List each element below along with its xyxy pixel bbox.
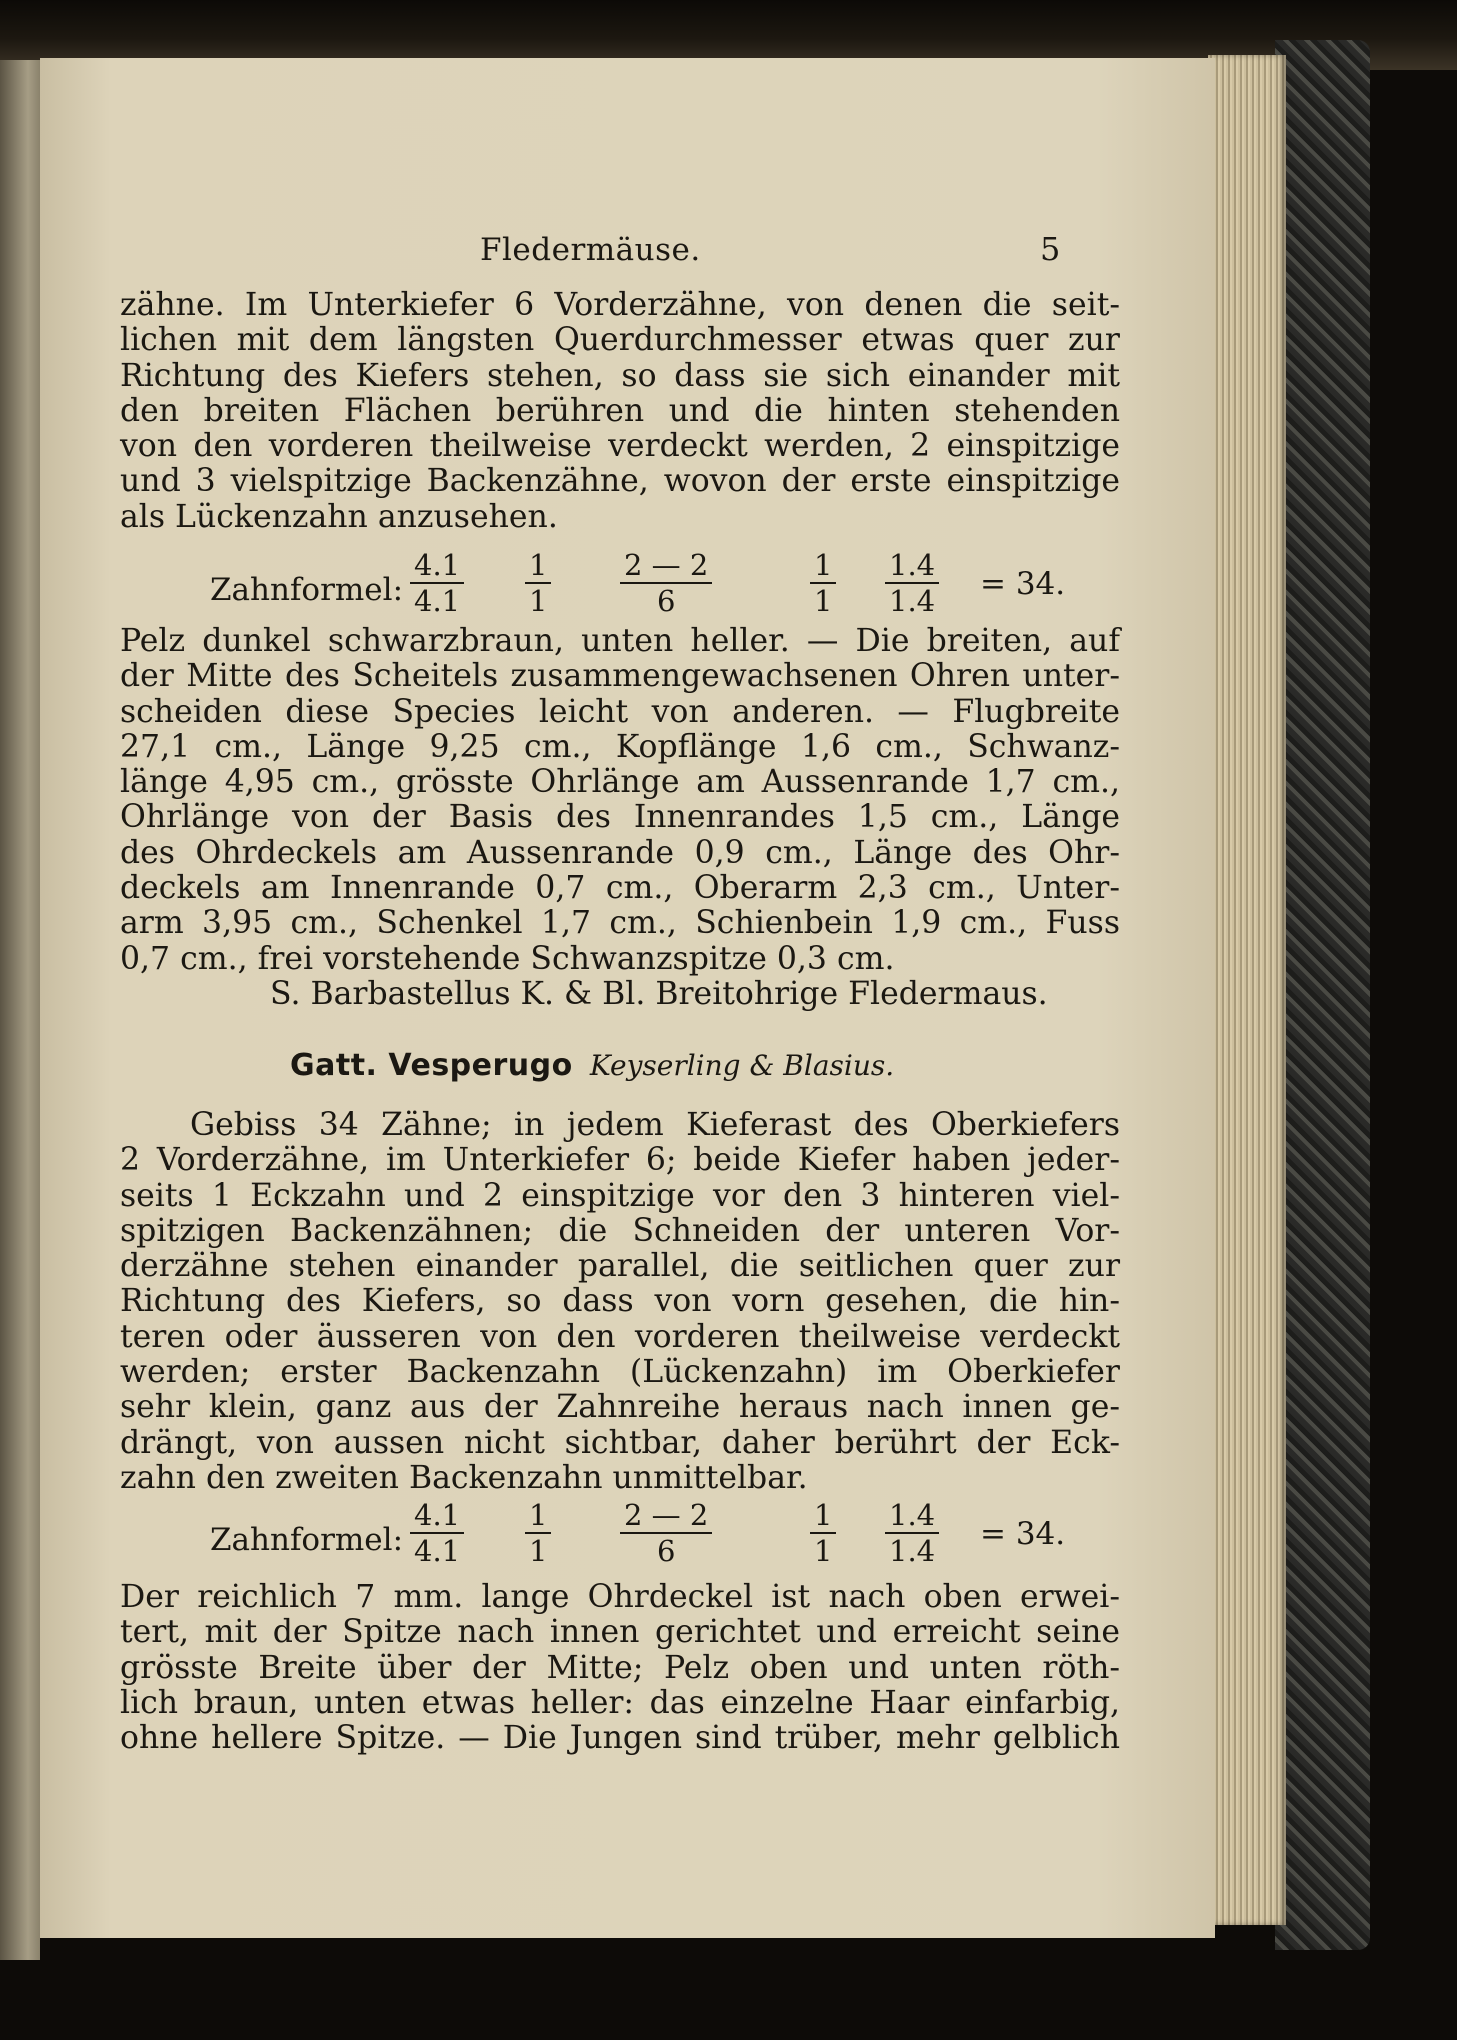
text-line: werden; erster Backenzahn (Lückenzahn) im Oberkiefer bbox=[120, 1354, 1120, 1391]
text-line: spitzigen Backenzähnen; die Schneiden der unteren Vor- bbox=[120, 1212, 1120, 1249]
fraction-numerator: 1.4 bbox=[885, 1498, 939, 1534]
text-line: teren oder äusseren von den vorderen theilweise verdeckt bbox=[120, 1318, 1120, 1355]
text-line: scheiden diese Species leicht von anderen. — Flugbreite bbox=[120, 693, 1120, 730]
formula-fraction-molars bbox=[885, 1498, 939, 1568]
fraction-denominator: 1.4 bbox=[889, 1534, 936, 1568]
text-line: grösste Breite über der Mitte; Pelz oben und unten röth- bbox=[120, 1649, 1120, 1686]
facing-page-edge bbox=[0, 60, 40, 1960]
text-line: länge 4,95 cm., grösste Ohrlänge am Aussenrande 1,7 cm., bbox=[120, 764, 1120, 801]
text-line: den breiten Flächen berühren und die hinten stehenden bbox=[120, 392, 1120, 429]
fraction-numerator: 1 bbox=[525, 1498, 551, 1534]
fraction-numerator: 4.1 bbox=[410, 548, 464, 584]
formula-fraction-separator bbox=[810, 548, 836, 618]
fraction-numerator: 2 — 2 bbox=[620, 1498, 712, 1534]
fraction-numerator: 1 bbox=[810, 1498, 836, 1534]
fraction-denominator: 4.1 bbox=[414, 1534, 461, 1568]
formula-fraction-separator bbox=[810, 1498, 836, 1568]
text-line: Richtung des Kiefers stehen, so dass sie sich einander mit bbox=[120, 357, 1120, 394]
formula-fraction-canines bbox=[525, 1498, 551, 1568]
text-line: 2 Vorderzähne, im Unterkiefer 6; beide Kiefer haben jeder- bbox=[120, 1142, 1120, 1179]
formula-fraction-premolars bbox=[620, 548, 712, 618]
fraction-numerator: 1.4 bbox=[885, 548, 939, 584]
text-line: Pelz dunkel schwarzbraun, unten heller. — Die breiten, auf bbox=[120, 623, 1120, 659]
page-number: 5 bbox=[1040, 230, 1061, 268]
genus-heading bbox=[290, 1048, 1190, 1092]
species-line: S. Barbastellus K. & Bl. Breitohrige Fledermaus. bbox=[270, 975, 1048, 1012]
text-line: sehr klein, ganz aus der Zahnreihe heraus nach innen ge- bbox=[120, 1389, 1120, 1426]
paragraph-dentition-2 bbox=[120, 1108, 1120, 1496]
formula-fraction-canines bbox=[525, 548, 551, 618]
fraction-denominator: 6 bbox=[656, 584, 676, 618]
text-line: derzähne stehen einander parallel, die seitlichen quer zur bbox=[120, 1248, 1120, 1285]
genus-authors: Keyserling & Blasius. bbox=[589, 1049, 895, 1082]
text-line: und 3 vielspitzige Backenzähne, wovon der erste einspitzige bbox=[120, 463, 1120, 500]
fraction-denominator: 1.4 bbox=[889, 584, 936, 618]
book-cover-marbled-edge bbox=[1275, 40, 1370, 1950]
paragraph-description bbox=[120, 1580, 1120, 1756]
page-stack-edges bbox=[1208, 55, 1286, 1925]
fraction-numerator: 4.1 bbox=[410, 1498, 464, 1534]
formula-fraction-incisors bbox=[410, 1498, 464, 1568]
text-line: 27,1 cm., Länge 9,25 cm., Kopflänge 1,6 cm., Schwanz- bbox=[120, 728, 1120, 765]
paragraph-measurements bbox=[120, 624, 1120, 1012]
dental-formula-2 bbox=[120, 1498, 1120, 1570]
formula-label: Zahnformel: bbox=[210, 1522, 404, 1558]
text-line: zahn den zweiten Backenzahn unmittelbar. bbox=[120, 1459, 808, 1496]
fraction-numerator: 1 bbox=[525, 548, 551, 584]
fraction-denominator: 1 bbox=[529, 1534, 548, 1568]
text-line: von den vorderen theilweise verdeckt werden, 2 einspitzige bbox=[120, 428, 1120, 465]
formula-fraction-molars bbox=[885, 548, 939, 618]
text-line: ohne hellere Spitze. — Die Jungen sind trüber, mehr gelblich bbox=[120, 1720, 1120, 1757]
page-header bbox=[40, 226, 1215, 276]
fraction-denominator: 6 bbox=[656, 1534, 676, 1568]
text-line: lich braun, unten etwas heller: das einzelne Haar einfarbig, bbox=[120, 1684, 1120, 1721]
text-line: als Lückenzahn anzusehen. bbox=[120, 498, 558, 535]
text-line: 0,7 cm., frei vorstehende Schwanzspitze 0,3 cm. bbox=[120, 940, 895, 977]
text-line: Richtung des Kiefers, so dass von vorn gesehen, die hin- bbox=[120, 1283, 1120, 1320]
dental-formula-1 bbox=[120, 548, 1120, 620]
fraction-denominator: 1 bbox=[814, 584, 833, 618]
text-line: der Mitte des Scheitels zusammengewachsenen Ohren unter- bbox=[120, 658, 1120, 695]
formula-label: Zahnformel: bbox=[210, 572, 404, 608]
paragraph-dentition-1 bbox=[120, 288, 1120, 535]
running-title: Fledermäuse. bbox=[480, 232, 701, 268]
formula-result: = 34. bbox=[980, 566, 1066, 602]
fraction-denominator: 4.1 bbox=[414, 584, 461, 618]
fraction-numerator: 1 bbox=[810, 548, 836, 584]
text-line: deckels am Innenrande 0,7 cm., Oberarm 2,3 cm., Unter- bbox=[120, 870, 1120, 907]
formula-fraction-premolars bbox=[620, 1498, 712, 1568]
text-line: Der reichlich 7 mm. lange Ohrdeckel ist nach oben erwei- bbox=[120, 1579, 1120, 1615]
text-line: zähne. Im Unterkiefer 6 Vorderzähne, von denen die seit- bbox=[120, 287, 1120, 323]
formula-result: = 34. bbox=[980, 1516, 1066, 1552]
fraction-numerator: 2 — 2 bbox=[620, 548, 712, 584]
fraction-denominator: 1 bbox=[529, 584, 548, 618]
text-line: drängt, von aussen nicht sichtbar, daher berührt der Eck- bbox=[120, 1424, 1120, 1461]
genus-name: Gatt. Vesperugo bbox=[290, 1048, 573, 1083]
text-line: des Ohrdeckels am Aussenrande 0,9 cm., Länge des Ohr- bbox=[120, 834, 1120, 871]
text-line: tert, mit der Spitze nach innen gerichtet und erreicht seine bbox=[120, 1614, 1120, 1651]
fraction-denominator: 1 bbox=[814, 1534, 833, 1568]
text-line: Ohrlänge von der Basis des Innenrandes 1,5 cm., Länge bbox=[120, 799, 1120, 836]
book-page bbox=[40, 58, 1215, 1938]
text-line: lichen mit dem längsten Querdurchmesser etwas quer zur bbox=[120, 322, 1120, 359]
text-line: arm 3,95 cm., Schenkel 1,7 cm., Schienbein 1,9 cm., Fuss bbox=[120, 905, 1120, 942]
text-line: Gebiss 34 Zähne; in jedem Kieferast des Oberkiefers bbox=[190, 1107, 1120, 1143]
formula-fraction-incisors bbox=[410, 548, 464, 618]
text-line: seits 1 Eckzahn und 2 einspitzige vor den 3 hinteren viel- bbox=[120, 1177, 1120, 1214]
